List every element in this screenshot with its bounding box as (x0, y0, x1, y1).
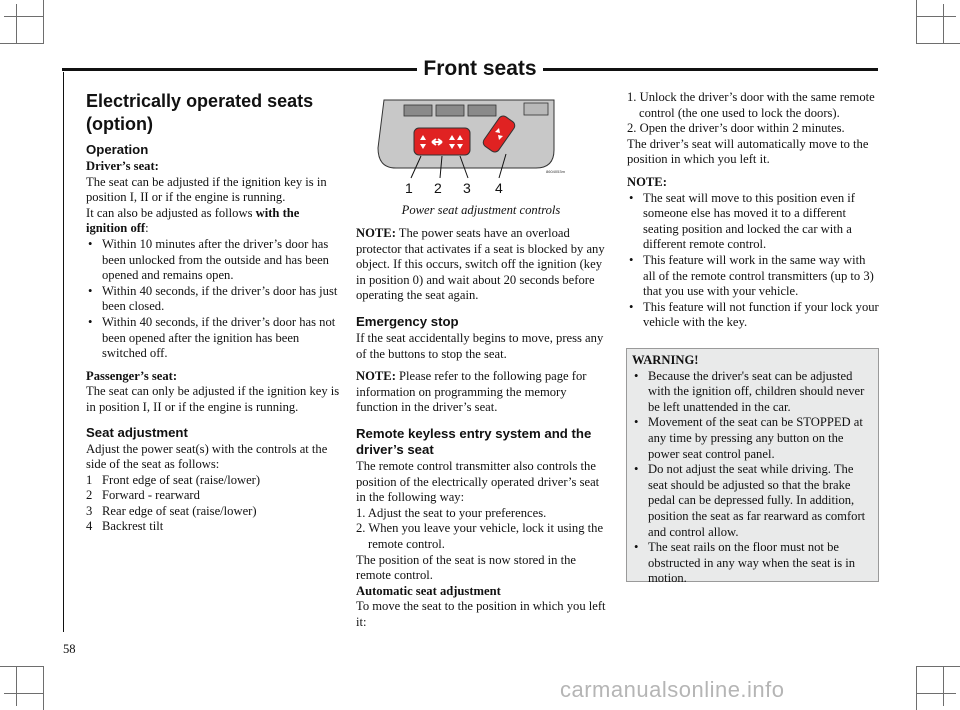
callout-1: 1 (405, 180, 413, 196)
remote-heading: Remote keyless entry system and the driver’s seat (356, 425, 592, 457)
crop-mark (43, 666, 44, 710)
list-item: • Within 40 seconds, if the driver’s door has not been opened after the ignition has been switched off. (86, 315, 340, 362)
list-item: • The seat will move to this position even if someone else has moved it to a different seating position and locked the car with a different remote control. (627, 191, 879, 253)
crop-mark (916, 666, 960, 667)
step-item: 2. When you leave your vehicle, lock it using the remote control. (356, 521, 604, 551)
note-list (627, 191, 879, 331)
crop-mark (4, 693, 44, 694)
crop-mark (916, 693, 956, 694)
left-column (86, 90, 340, 535)
crop-mark (916, 43, 960, 44)
crop-mark (43, 0, 44, 44)
driver-conditions-list (86, 237, 340, 362)
step2-text: The driver’s seat will automatically move to the position in which you left it. (627, 136, 869, 167)
crop-mark (0, 43, 44, 44)
warning-box (626, 348, 879, 586)
list-item: • This feature will not function if your lock your vehicle with the key. (627, 300, 879, 331)
list-item: • Within 10 minutes after the driver’s door has been unlocked from the outside and has been opened and remains open. (86, 237, 340, 284)
list-item: 3 Rear edge of seat (raise/lower) (86, 503, 257, 518)
list-item: 4 Backrest tilt (86, 519, 164, 534)
list-item: 1 Front edge of seat (raise/lower) (86, 472, 261, 487)
figure-code: 8604053m (546, 169, 565, 174)
list-item: • This feature will work in the same way with all of the remote control transmitters (up to 3) that you use with your vehicle. (627, 253, 879, 300)
list-item: • The seat rails on the floor must not be obstructed in any way when the seat is in motion. (632, 540, 874, 587)
adjust-intro: Adjust the power seat(s) with the controls at the side of the seat as follows: (86, 441, 328, 472)
middle-column (356, 226, 608, 630)
crop-mark (943, 4, 944, 44)
seat-controls-figure (356, 90, 606, 202)
crop-mark (16, 4, 17, 44)
remote-text: The remote control transmitter also controls the position of the electrically operated driver’s seat in the following way: (356, 458, 600, 505)
callout-2: 2 (434, 180, 442, 196)
crop-mark (916, 666, 917, 710)
crop-mark (916, 0, 917, 44)
right-column (627, 90, 879, 331)
stored-text: The position of the seat is now stored in the remote control. (356, 552, 577, 583)
warning-label: WARNING! (632, 353, 699, 367)
step-item: 1. Adjust the seat to your preferences. (356, 505, 547, 520)
crop-mark (4, 16, 44, 17)
step-item: 1. Unlock the driver’s door with the same remote control (the one used to lock the doors). (627, 90, 875, 120)
auto-adjust-label: Automatic seat adjustment (356, 583, 501, 598)
seat-controls-illustration (356, 90, 606, 202)
operation-heading: Operation (86, 142, 149, 157)
warning-list (632, 369, 874, 587)
list-item: • Because the driver's seat can be adjusted with the ignition off, children should never be left unattended in the car. (632, 369, 874, 416)
auto-adjust-text: To move the seat to the position in which you left it: (356, 599, 606, 629)
page-number: 58 (63, 642, 76, 656)
crop-mark (0, 666, 44, 667)
crop-mark (16, 666, 17, 706)
crop-mark (943, 666, 944, 706)
list-item: • Movement of the seat can be STOPPED at any time by pressing any button on the power seat control panel. (632, 415, 874, 462)
passenger-text: The seat can only be adjusted if the ignition key is in position I, II or if the engine is running. (86, 384, 340, 414)
watermark: carmanualsonline.info (560, 677, 785, 702)
adjust-heading: Seat adjustment (86, 424, 188, 440)
list-item: 2 Forward - rearward (86, 488, 200, 503)
driver-ignition-off-text: It can also be adjusted as follows with the ignition off: (86, 205, 300, 236)
section-heading: Electrically operated seats (option) (86, 91, 314, 134)
callout-4: 4 (495, 180, 503, 196)
page-title: Front seats (0, 56, 960, 82)
crop-mark (916, 16, 956, 17)
emergency-text: If the seat accidentally begins to move, press any of the buttons to stop the seat. (356, 330, 604, 361)
memory-note: NOTE: Please refer to the following page for information on programming the memory function in the driver’s seat. (356, 369, 587, 415)
memory-button (436, 105, 464, 116)
step-item: 2. Open the driver’s door within 2 minutes. (627, 121, 845, 136)
list-item: • Do not adjust the seat while driving. The seat should be adjusted so that the brake pedal can be depressed fully. In addition, position the seat as far rearward as comfort and control allow. (632, 462, 874, 540)
driver-seat-label: Driver’s seat: (86, 159, 159, 173)
passenger-seat-label: Passenger’s seat: (86, 368, 178, 383)
figure-caption: Power seat adjustment controls (401, 203, 561, 217)
callout-3: 3 (463, 180, 471, 196)
memory-button (404, 105, 432, 116)
store-button (524, 103, 548, 115)
note-label: NOTE: (627, 174, 667, 189)
adjust-list (86, 473, 340, 535)
emergency-heading: Emergency stop (356, 313, 459, 329)
memory-button (468, 105, 496, 116)
list-item: • Within 40 seconds, if the driver’s door has just been closed. (86, 284, 340, 315)
left-margin-rule (63, 72, 64, 632)
overload-note: NOTE: The power seats have an overload protector that activates if a seat is blocked by any object. If this occurs, switch off the ignition (key in position 0) and wait about 20 seconds before operating the seat again. (356, 226, 605, 303)
driver-text: The seat can be adjusted if the ignition key is in position I, II or if the engine is running. (86, 174, 327, 205)
